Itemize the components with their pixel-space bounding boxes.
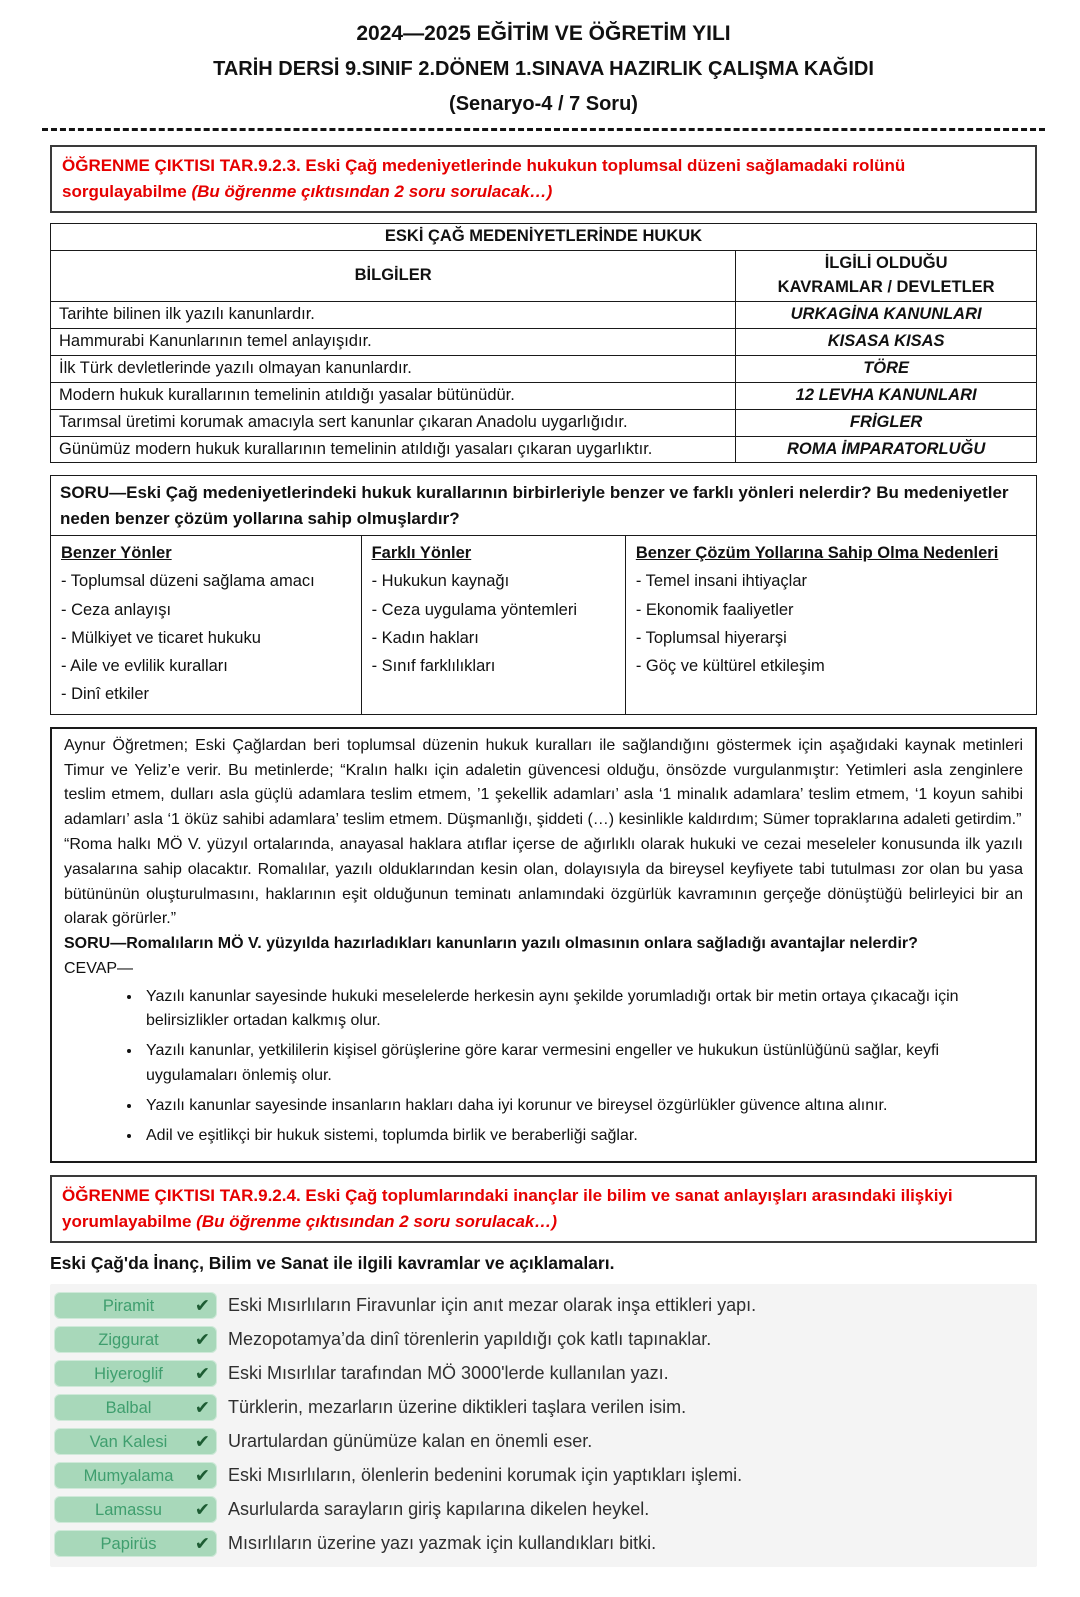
concept-description: Urartulardan günümüze kalan en önemli eser.	[228, 1431, 593, 1452]
source-question: SORU—Romalıların MÖ V. yüzyılda hazırladıkları kanunların yazılı olmasının onlara sağladığı avantajlar nelerdir?	[64, 935, 918, 953]
learning-outcome-1-text: ÖĞRENME ÇIKTISI TAR.9.2.3. Eski Çağ medeniyetlerinde hukukun toplumsal düzeni sağlamadaki rolünü sorgulayabilme	[62, 156, 906, 201]
law-table-title: ESKİ ÇAĞ MEDENİYETLERİNDE HUKUK	[51, 224, 1037, 251]
concept-description: Eski Mısırlıların Firavunlar için anıt mezar olarak inşa ettikleri yapı.	[228, 1295, 757, 1316]
law-concept-cell: KISASA KISAS	[736, 328, 1037, 355]
list-item: - Göç ve kültürel etkileşim	[635, 656, 825, 675]
concept-term-label: Papirüs	[100, 1534, 157, 1553]
list-item: - Hukukun kaynağı	[371, 572, 510, 591]
list-item: • Yazılı kanunlar sayesinde insanların hakları daha iyi korunur ve bireysel özgürlükler güvence altına alınır.	[142, 1094, 1023, 1119]
concept-term-label: Balbal	[105, 1398, 152, 1417]
comparison-col-benzer	[51, 536, 362, 714]
law-col-bilgiler-header: BİLGİLER	[51, 251, 736, 302]
concept-row	[54, 1428, 1031, 1455]
concepts-intro: Eski Çağ'da İnanç, Bilim ve Sanat ile ilgili kavramlar ve açıklamaları.	[50, 1253, 615, 1274]
checkmark-icon: ✔	[194, 1499, 210, 1520]
concept-term-label: Hiyeroglif	[94, 1364, 163, 1383]
law-col-kavramlar-header	[736, 251, 1037, 302]
law-info-cell: Tarihte bilinen ilk yazılı kanunlardır.	[51, 301, 736, 328]
concept-term-label: Lamassu	[95, 1500, 162, 1519]
table-row	[51, 409, 1037, 436]
concept-description: Eski Mısırlıların, ölenlerin bedenini korumak için yaptıkları işlemi.	[228, 1465, 743, 1486]
concept-description: Eski Mısırlılar tarafından MÖ 3000'lerde kullanılan yazı.	[228, 1363, 669, 1384]
list-item: - Aile ve evlilik kuralları	[61, 656, 228, 675]
list-item: - Dinî etkiler	[61, 684, 150, 703]
answer-label: CEVAP—	[64, 959, 134, 977]
concept-term-label: Van Kalesi	[89, 1432, 168, 1451]
comparison-question-row	[51, 476, 1037, 536]
ancient-law-table	[50, 223, 1037, 463]
title-scenario: (Senaryo-4 / 7 Soru)	[449, 93, 638, 116]
table-row	[51, 382, 1037, 409]
checkmark-icon: ✔	[194, 1329, 210, 1350]
learning-outcome-2-text: ÖĞRENME ÇIKTISI TAR.9.2.4. Eski Çağ toplumlarındaki inançlar ile bilim ve sanat anlayışları arasındaki ilişkiyi yorumlayabilme	[62, 1186, 953, 1231]
table-row	[51, 301, 1037, 328]
comparison-col-farkli	[361, 536, 625, 714]
law-concept-cell: ROMA İMPARATORLUĞU	[736, 436, 1037, 463]
law-info-cell: Hammurabi Kanunlarının temel anlayışıdır.	[51, 328, 736, 355]
source-paragraph-roma: “Roma halkı MÖ V. yüzyıl ortalarında, anayasal haklara atıflar içerse de ağırlıklı olarak hukuki ve cezai meseleler konusunda ilk yazılı yasalarına sahip olacaktır. Romalılar, yazılı olduklarından kesin olan, dolayısıyla da bireysel keyfiyete tabi tutulması zor olan bu yasa bütününün oluşturulmasını, haklarının eşit olduğunun teminatı anlamındaki özgürlük kavramının gerçeğe dönüştüğü belirleyici bir an olarak görürler.”	[64, 835, 1023, 928]
learning-outcome-1-note: (Bu öğrenme çıktısından 2 soru sorulacak…)	[191, 181, 553, 201]
law-info-cell: Modern hukuk kurallarının temelinin atıldığı yasalar bütünüdür.	[51, 382, 736, 409]
learning-outcome-1-box	[50, 145, 1037, 213]
list-item: • Yazılı kanunlar sayesinde hukuki meselelerde herkesin aynı şekilde yorumladığı ortak bir metin ortaya çıkacağı için belirsizlikler ortadan kalkmış olur.	[142, 985, 1023, 1035]
title-school-year: 2024—2025 EĞİTİM VE ÖĞRETİM YILI	[356, 22, 731, 45]
concept-term-label: Ziggurat	[98, 1330, 159, 1349]
checkmark-icon: ✔	[194, 1465, 210, 1486]
comparison-col-nedenler	[625, 536, 1036, 714]
concept-description: Asurlularda sarayların giriş kapılarına dikelen heykel.	[228, 1499, 650, 1520]
list-item: - Mülkiyet ve ticaret hukuku	[61, 628, 261, 647]
comparison-col-farkli-header: Farklı Yönler	[371, 544, 472, 563]
list-item: - Sınıf farklılıkları	[371, 656, 496, 675]
concept-row	[54, 1292, 1031, 1319]
law-table-header-row	[51, 251, 1037, 302]
checkmark-icon: ✔	[194, 1363, 210, 1384]
comparison-col-benzer-header: Benzer Yönler	[61, 544, 172, 563]
law-concept-cell: 12 LEVHA KANUNLARI	[736, 382, 1037, 409]
concept-description: Mısırlıların üzerine yazı yazmak için kullandıkları bitki.	[228, 1533, 657, 1554]
table-row	[51, 436, 1037, 463]
concepts-section	[50, 1253, 1037, 1567]
list-item: - Toplumsal düzeni sağlama amacı	[61, 572, 315, 591]
law-concept-cell: TÖRE	[736, 355, 1037, 382]
table-row	[51, 328, 1037, 355]
law-col-kavramlar-header-line2: KAVRAMLAR / DEVLETLER	[777, 277, 995, 296]
concept-description: Türklerin, mezarların üzerine diktikleri taşlara verilen isim.	[228, 1397, 687, 1418]
learning-outcome-2-box	[50, 1175, 1037, 1243]
concept-row	[54, 1462, 1031, 1489]
checkmark-icon: ✔	[194, 1397, 210, 1418]
law-concept-cell: FRİGLER	[736, 409, 1037, 436]
law-info-cell: Tarımsal üretimi korumak amacıyla sert kanunlar çıkaran Anadolu uygarlığıdır.	[51, 409, 736, 436]
comparison-question: SORU—Eski Çağ medeniyetlerindeki hukuk kurallarının birbirleriyle benzer ve farklı yönleri nelerdir? Bu medeniyetler neden benzer çözüm yollarına sahip olmuşlardır?	[51, 476, 1037, 536]
checkmark-icon: ✔	[194, 1533, 210, 1554]
title-course: TARİH DERSİ 9.SINIF 2.DÖNEM 1.SINAVA HAZIRLIK ÇALIŞMA KAĞIDI	[213, 58, 874, 81]
concept-row	[54, 1394, 1031, 1421]
concept-row	[54, 1530, 1031, 1557]
concept-term-pill	[54, 1394, 217, 1421]
dashed-divider	[42, 128, 1045, 131]
concept-row	[54, 1326, 1031, 1353]
concept-term-label: Mumyalama	[83, 1466, 174, 1485]
concept-term-label: Piramit	[102, 1296, 155, 1315]
checkmark-icon: ✔	[194, 1431, 210, 1452]
comparison-columns-row	[51, 536, 1037, 714]
concept-term-pill	[54, 1360, 217, 1387]
list-item: - Ceza anlayışı	[61, 600, 172, 619]
answer-bullet-list	[64, 985, 1023, 1149]
source-text-box	[50, 727, 1037, 1164]
learning-outcome-2-note: (Bu öğrenme çıktısından 2 soru sorulacak…)	[196, 1211, 558, 1231]
list-item: • Yazılı kanunlar, yetkililerin kişisel görüşlerine göre karar vermesini engeller ve hukukun üstünlüğünü sağlar, keyfi uygulamaları önlemiş olur.	[142, 1039, 1023, 1089]
concept-term-pill	[54, 1292, 217, 1319]
comparison-table	[50, 475, 1037, 714]
document-header	[50, 22, 1037, 116]
law-info-cell: Günümüz modern hukuk kurallarının temelinin atıldığı yasaları çıkaran uygarlıktır.	[51, 436, 736, 463]
concept-term-pill	[54, 1530, 217, 1557]
law-info-cell: İlk Türk devletlerinde yazılı olmayan kanunlardır.	[51, 355, 736, 382]
list-item: - Ceza uygulama yöntemleri	[371, 600, 577, 619]
law-concept-cell: URKAGİNA KANUNLARI	[736, 301, 1037, 328]
concept-row	[54, 1360, 1031, 1387]
concept-term-pill	[54, 1462, 217, 1489]
table-row	[51, 355, 1037, 382]
list-item: - Toplumsal hiyerarşi	[635, 628, 787, 647]
list-item: - Ekonomik faaliyetler	[635, 600, 794, 619]
checkmark-icon: ✔	[194, 1295, 210, 1316]
concept-list	[50, 1284, 1037, 1567]
concept-description: Mezopotamya’da dinî törenlerin yapıldığı çok katlı tapınaklar.	[228, 1329, 712, 1350]
comparison-col-nedenler-header: Benzer Çözüm Yollarına Sahip Olma Nedenleri	[635, 544, 999, 563]
concept-term-pill	[54, 1496, 217, 1523]
law-col-kavramlar-header-line1: İLGİLİ OLDUĞU	[824, 254, 948, 273]
law-table-title-row	[51, 224, 1037, 251]
list-item: - Kadın hakları	[371, 628, 479, 647]
source-paragraph-sumer: Aynur Öğretmen; Eski Çağlardan beri toplumsal düzenin hukuk kuralları ile sağlandığını göstermek için aşağıdaki kaynak metinleri Timur ve Yeliz’e verir. Bu metinlerde; “Kralın halkı için adaletin güvencesi olduğu, önsözde vurgulanmıştır: Yetimleri asla zenginlere teslim etmem, dulları asla güçlü adamlara teslim etmem, ’1 şekellik adamları’ asla ‘1 minalık adamlara’ teslim etmem, ‘1 koyun sahibi adamları’ asla ‘1 öküz sahibi adamlara’ teslim etmem. Düşmanlığı, şiddeti (…) kesinlikle kaldırdım; Sümer topraklarına adaleti getirdim.”	[64, 736, 1023, 829]
list-item: • Adil ve eşitlikçi bir hukuk sistemi, toplumda birlik ve beraberliği sağlar.	[142, 1124, 1023, 1149]
concept-term-pill	[54, 1326, 217, 1353]
concept-row	[54, 1496, 1031, 1523]
concept-term-pill	[54, 1428, 217, 1455]
list-item: - Temel insani ihtiyaçlar	[635, 572, 807, 591]
